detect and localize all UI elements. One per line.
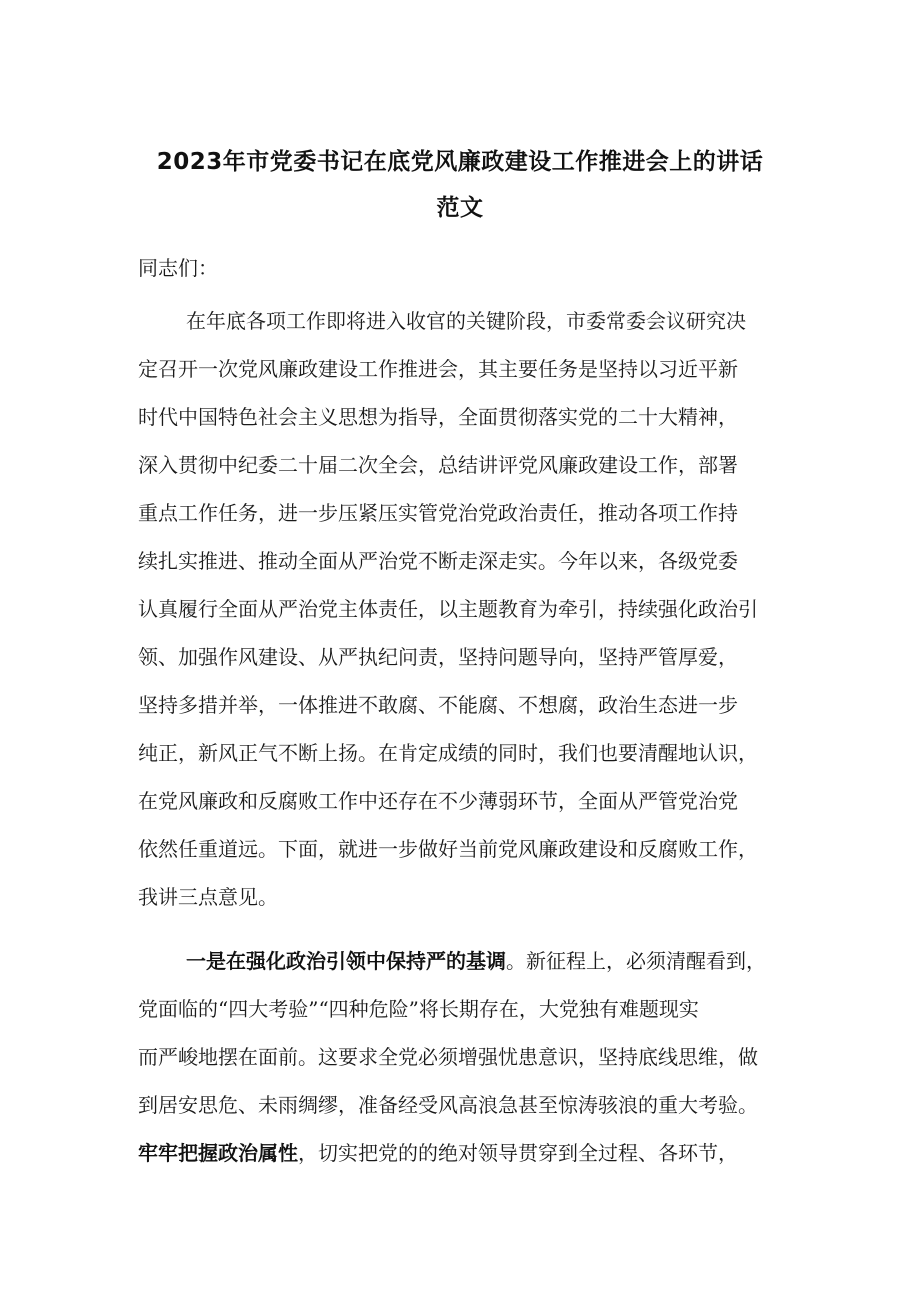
paragraph-line: 续扎实推进、推动全面从严治党不断走深走实。今年以来，各级党委 xyxy=(138,549,738,573)
paragraph-line xyxy=(138,1129,798,1177)
paragraph-line: 党面临的“四大考验”“四种危险”将长期存在，大党独有难题现实 xyxy=(138,997,699,1021)
paragraph-intro xyxy=(138,297,798,921)
point-heading: 一是在强化政治引领中保持严的基调 xyxy=(186,949,506,973)
paragraph-line: 而严峻地摆在面前。这要求全党必须增强忧患意识，坚持底线思维，做 xyxy=(138,1045,758,1069)
paragraph-line: 到居安思危、未雨绸缪，准备经受风高浪急甚至惊涛骇浪的重大考验。 xyxy=(138,1093,758,1117)
paragraph-line: 领、加强作风建设、从严执纪问责，坚持问题导向，坚持严管厚爱， xyxy=(138,645,738,669)
paragraph-point-one xyxy=(138,937,798,1177)
paragraph-line: 依然任重道远。下面，就进一步做好当前党风廉政建设和反腐败工作， xyxy=(138,837,758,861)
paragraph-line: 在年底各项工作即将进入收官的关键阶段，市委常委会议研究决 xyxy=(186,309,746,333)
document-title-continued: 范文 xyxy=(436,195,484,221)
paragraph-text: 。新征程上，必须清醒看到， xyxy=(506,949,766,973)
paragraph-text: ，切实把党的的绝对领导贯穿到全过程、各环节， xyxy=(298,1141,738,1165)
paragraph-line: 深入贯彻中纪委二十届二次全会，总结讲评党风廉政建设工作，部署 xyxy=(138,453,738,477)
paragraph-line: 在党风廉政和反腐败工作中还存在不少薄弱环节，全面从严管党治党 xyxy=(138,789,738,813)
paragraph-line: 认真履行全面从严治党主体责任，以主题教育为牵引，持续强化政治引 xyxy=(138,597,758,621)
paragraph-line: 重点工作任务，进一步压紧压实管党治党政治责任，推动各项工作持 xyxy=(138,501,738,525)
paragraph-line: 时代中国特色社会主义思想为指导，全面贯彻落实党的二十大精神， xyxy=(138,405,738,429)
paragraph-line: 坚持多措并举，一体推进不敢腐、不能腐、不想腐，政治生态进一步 xyxy=(138,693,738,717)
paragraph-line: 纯正，新风正气不断上扬。在肯定成绩的同时，我们也要清醒地认识， xyxy=(138,741,758,765)
salutation: 同志们： xyxy=(138,256,218,280)
subpoint-heading: 牢牢把握政治属性 xyxy=(138,1141,298,1165)
paragraph-line: 我讲三点意见。 xyxy=(138,885,278,909)
document-title: 2023年市党委书记在底党风廉政建设工作推进会上的讲话 xyxy=(156,149,764,175)
paragraph-line xyxy=(138,937,798,985)
paragraph-line: 定召开一次党风廉政建设工作推进会，其主要任务是坚持以习近平新 xyxy=(138,357,738,381)
